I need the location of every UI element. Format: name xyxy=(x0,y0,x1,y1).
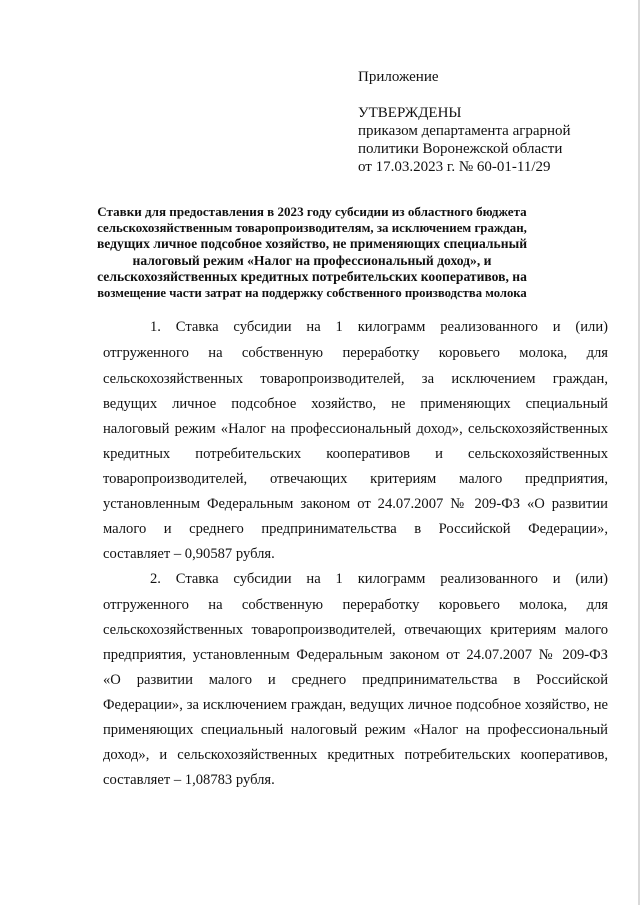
paragraph-line: налоговый режим «Налог на профессиональный доход», сельскохозяйственных xyxy=(103,421,608,437)
paragraph-line: предприятия, установленным Федеральным законом от 24.07.2007 № 209-ФЗ xyxy=(103,647,608,663)
paragraph-line: товаропроизводителей, отвечающих критериям малого предприятия, xyxy=(103,471,608,487)
heading-line: сельскохозяйственным товаропроизводителям, за исключением граждан, xyxy=(97,221,527,236)
paragraph-line: сельскохозяйственных товаропроизводителей, отвечающих критериям малого xyxy=(103,622,608,638)
paragraph-line: 2. Ставка субсидии на 1 килограмм реализованного и (или) xyxy=(150,571,608,587)
heading-line: Ставки для предоставления в 2023 году субсидии из областного бюджета xyxy=(97,204,527,219)
paragraph-line: отгруженного на собственную переработку коровьего молока, для xyxy=(103,345,608,361)
paragraph-line: 1. Ставка субсидии на 1 килограмм реализованного и (или) xyxy=(150,319,608,335)
approval-department-line: политики Воронежской области xyxy=(358,141,563,157)
paragraph-line: применяющих специальный налоговый режим «Налог на профессиональный xyxy=(103,722,608,738)
approval-order-line: приказом департамента аграрной xyxy=(358,123,571,139)
paragraph-line: малого и среднего предпринимательства в Российской Федерации», xyxy=(103,521,608,537)
approved-title: УТВЕРЖДЕНЫ xyxy=(358,105,462,121)
paragraph-line: кредитных потребительских кооперативов и сельскохозяйственных xyxy=(103,446,608,462)
paragraph-line: установленным Федеральным законом от 24.07.2007 № 209-ФЗ «О развитии xyxy=(103,496,608,512)
paragraph-line: ведущих личное подсобное хозяйство, не применяющих специальный xyxy=(103,396,608,412)
appendix-label: Приложение xyxy=(358,69,439,85)
heading-line: возмещение части затрат на поддержку собственного производства молока xyxy=(97,286,527,301)
paragraph-line: отгруженного на собственную переработку коровьего молока, для xyxy=(103,597,608,613)
paragraph-line: составляет – 0,90587 рубля. xyxy=(103,546,275,562)
paragraph-line: «О развитии малого и среднего предпринимательства в Российской xyxy=(103,672,608,688)
paragraph-line: составляет – 1,08783 рубля. xyxy=(103,772,275,788)
document-heading xyxy=(96,204,528,301)
heading-line: сельскохозяйственных кредитных потребительских кооперативов, на xyxy=(97,268,527,284)
approval-date-number-line: от 17.03.2023 г. № 60-01-11/29 xyxy=(358,159,551,175)
paragraph-line: сельскохозяйственных товаропроизводителей, за исключением граждан, xyxy=(103,371,608,387)
paragraph-line: Федерации», за исключением граждан, ведущих личное подсобное хозяйство, не xyxy=(103,697,608,713)
paragraph-line: доход», и сельскохозяйственных кредитных потребительских кооперативов, xyxy=(103,747,608,763)
heading-line: ведущих личное подсобное хозяйство, не применяющих специальный xyxy=(96,236,528,252)
heading-line: налоговый режим «Налог на профессиональный доход», и xyxy=(132,252,492,268)
